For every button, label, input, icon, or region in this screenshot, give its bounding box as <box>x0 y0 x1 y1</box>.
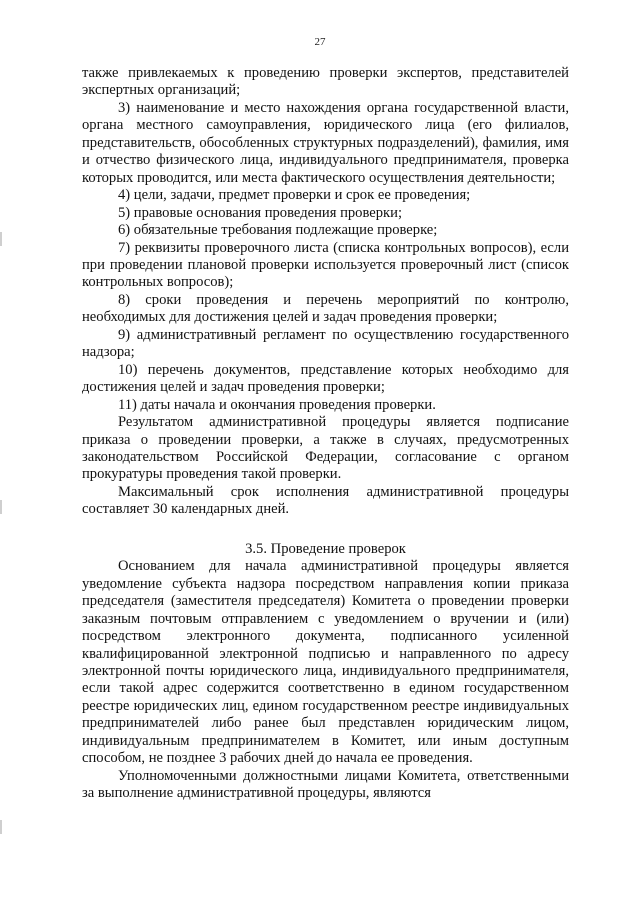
paragraph: Основанием для начала административной процедуры является уведомление субъекта надзора посредством направления копии приказа председателя (заместителя председателя) Комитета о проведении проверки заказным почтовым отправлением с уведомлением о вручении и (или) посредством электронного документа, подписанного усиленной квалифицированной электронной подписью и направленного по адресу электронной почты юридического лица, индивидуального предпринимателя, если такой адрес содержится соответственно в едином государственном реестре юридических лиц, едином государственном реестре индивидуальных предпринимателей либо ранее был представлен юридическим лицом, индивидуальным предпринимателем в Комитет, или иным доступным способом, не позднее 3 рабочих дней до начала ее проведения. <box>82 558 569 767</box>
list-item: 6) обязательные требования подлежащие проверке; <box>118 222 438 239</box>
list-item: 9) административный регламент по осуществлению государственного надзора; <box>82 326 569 361</box>
paragraph: Максимальный срок исполнения административной процедуры составляет 30 календарных дней. <box>82 483 569 518</box>
list-item: 5) правовые основания проведения проверки; <box>118 204 403 221</box>
document-body <box>82 65 569 803</box>
list-item: 4) цели, задачи, предмет проверки и срок ее проведения; <box>118 187 471 204</box>
margin-mark <box>0 232 2 246</box>
section-heading: 3.5. Проведение проверок <box>245 540 406 557</box>
margin-mark <box>0 500 2 514</box>
paragraph: Уполномоченными должностными лицами Комитета, ответственными за выполнение административной процедуры, являются <box>82 767 569 802</box>
list-item: 8) сроки проведения и перечень мероприятий по контролю, необходимых для достижения целей и задач проведения проверки; <box>82 291 569 326</box>
list-item: 10) перечень документов, представление которых необходимо для достижения целей и задач проведения проверки; <box>82 361 569 396</box>
list-item: 11) даты начала и окончания проведения проверки. <box>118 396 436 413</box>
paragraph: также привлекаемых к проведению проверки экспертов, представителей экспертных организаций; <box>82 65 569 99</box>
section-gap <box>82 519 569 541</box>
page-number: 27 <box>314 36 326 48</box>
list-item: 3) наименование и место нахождения органа государственной власти, органа местного самоуправления, юридического лица (его филиалов, представительств, обособленных структурных подразделений), фамилия, имя и отчество физического лица, индивидуального предпринимателя, проверка которых проводится, или места фактического осуществления деятельности; <box>82 99 569 186</box>
list-item: 7) реквизиты проверочного листа (списка контрольных вопросов), если при проведении плановой проверки используется проверочный лист (список контрольных вопросов); <box>82 239 569 291</box>
paragraph: Результатом административной процедуры является подписание приказа о проведении проверки, а также в случаях, предусмотренных законодательством Российской Федерации, согласование с органом прокуратуры проведения такой проверки. <box>82 414 569 483</box>
margin-mark <box>0 820 2 834</box>
